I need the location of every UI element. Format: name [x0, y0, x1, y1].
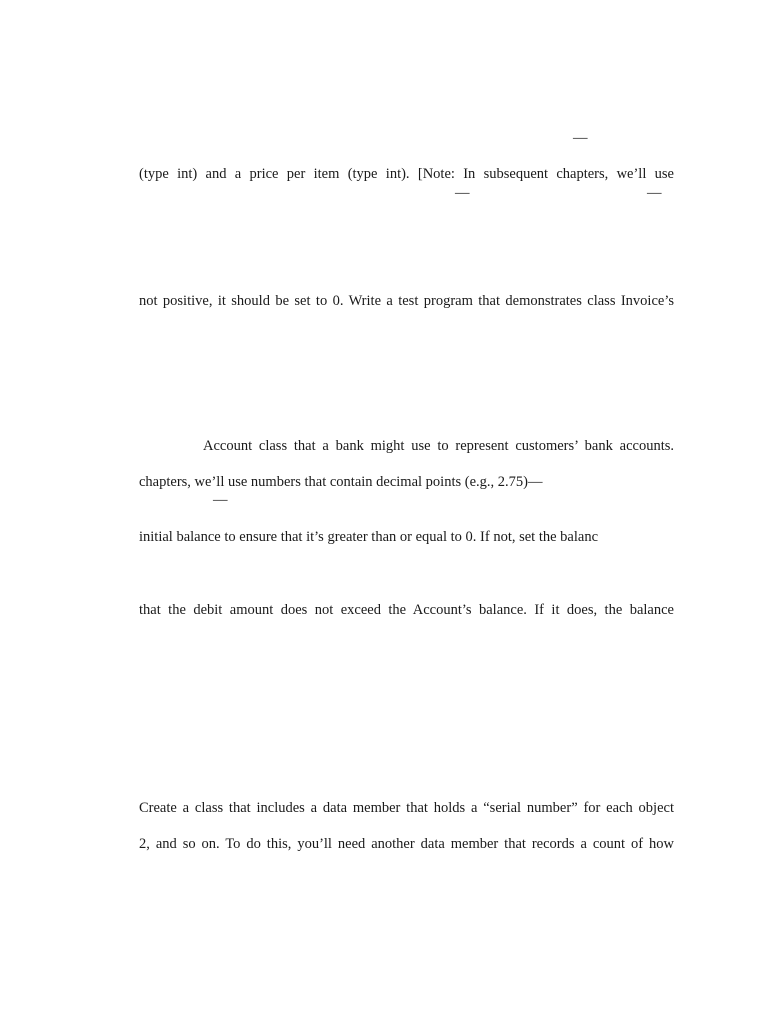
em-dash: —	[647, 185, 662, 201]
em-dash: —	[573, 130, 588, 146]
text-line: 2, and so on. To do this, you’ll need another data member that records a count of how	[139, 836, 674, 852]
text-line: Create a class that includes a data member that holds a “serial number” for each object	[139, 800, 674, 816]
text-line: chapters, we’ll use numbers that contain decimal points (e.g., 2.75)—	[139, 474, 543, 490]
em-dash: —	[213, 492, 228, 508]
text-line: that the debit amount does not exceed the Account’s balance. If it does, the balance	[139, 602, 674, 618]
text-line: not positive, it should be set to 0. Write a test program that demonstrates class Invoice’s	[139, 293, 674, 309]
text-line: Account class that a bank might use to represent customers’ bank accounts.	[203, 438, 674, 454]
text-line: initial balance to ensure that it’s greater than or equal to 0. If not, set the balanc	[139, 529, 599, 545]
em-dash: —	[455, 185, 470, 201]
text-line: (type int) and a price per item (type int). [Note: In subsequent chapters, we’ll use	[139, 166, 674, 182]
